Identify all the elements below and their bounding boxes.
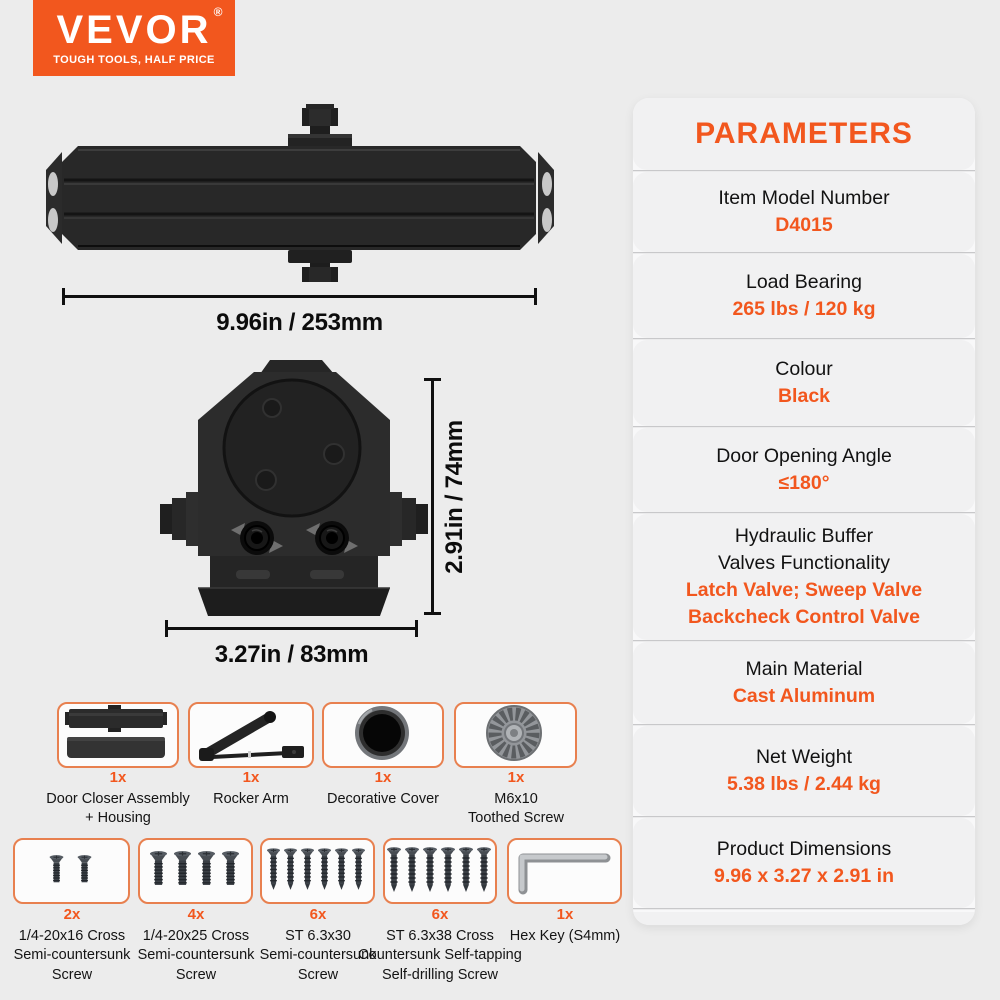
param-label: Product Dimensions: [716, 838, 892, 860]
parameter-card-dimensions: [633, 818, 975, 908]
part-name: Self-drilling Screw: [381, 966, 499, 983]
end-view-width-label: 3.27in / 83mm: [214, 641, 369, 668]
part-name: 1/4-20x16 Cross: [18, 927, 126, 944]
side-view-width-dimension: [62, 288, 537, 337]
param-label: Door Opening Angle: [716, 445, 892, 467]
part-label-toothed-screw: [428, 768, 604, 829]
parameters-panel: [633, 98, 975, 925]
param-value: 265 lbs / 120 kg: [732, 298, 876, 320]
part-qty: 2x: [63, 906, 81, 923]
dimension-line: [62, 295, 537, 298]
part-image-screw-25: [138, 838, 253, 904]
door-closer-side-view-image: [38, 100, 562, 284]
toothed-screw-icon: [456, 704, 573, 764]
brand-name-text: VEVOR: [56, 8, 212, 52]
part-name: Screw: [51, 966, 93, 983]
param-value: D4015: [775, 214, 833, 236]
part-qty: 1x: [556, 906, 574, 923]
param-value: ≤180°: [778, 472, 830, 494]
part-qty: 1x: [242, 769, 260, 786]
param-value: 5.38 lbs / 2.44 kg: [727, 773, 881, 795]
part-name: Semi-countersunk: [259, 947, 377, 963]
part-qty: 4x: [187, 906, 205, 923]
part-name: Rocker Arm: [213, 790, 289, 807]
door-closer-end-view-image: [158, 358, 430, 620]
part-qty: 1x: [374, 769, 392, 786]
part-name: + Housing: [85, 810, 151, 826]
parameters-header: [633, 98, 975, 170]
param-value: Backcheck Control Valve: [688, 606, 920, 628]
part-name: Screw: [297, 966, 339, 983]
part-name: Countersunk Self-tapping: [358, 947, 522, 963]
part-name: Screw: [175, 966, 217, 983]
end-view-width-dimension: [165, 620, 418, 669]
rocker-arm-icon: [190, 704, 310, 764]
divider: [633, 908, 975, 910]
brand-name: [56, 5, 226, 52]
registered-mark: ®: [213, 5, 226, 19]
door-closer-assembly-icon: [59, 704, 175, 764]
param-label: Item Model Number: [718, 187, 890, 209]
machine-screw-icon: [140, 840, 249, 899]
parameter-card-opening-angle: [633, 428, 975, 512]
part-name: Hex Key (S4mm): [509, 927, 621, 944]
param-label: Colour: [775, 358, 833, 380]
dimension-line: [165, 627, 418, 630]
part-image-screw-st38: [383, 838, 497, 904]
part-image-rocker-arm: [188, 702, 314, 768]
param-value: Cast Aluminum: [732, 685, 876, 707]
part-qty: 6x: [309, 906, 327, 923]
part-image-toothed-screw: [454, 702, 577, 768]
param-label: Main Material: [745, 658, 863, 680]
part-name: Semi-countersunk: [13, 947, 131, 963]
param-value: Latch Valve; Sweep Valve: [685, 579, 923, 601]
part-name: Door Closer Assembly: [46, 790, 190, 807]
part-image-door-closer-assembly: [57, 702, 179, 768]
part-name: Decorative Cover: [326, 790, 439, 807]
end-view-height-dimension: [431, 378, 468, 615]
param-label: Net Weight: [755, 746, 853, 768]
param-label: Load Bearing: [745, 271, 862, 293]
part-image-screw-16: [13, 838, 130, 904]
vevor-logo: [33, 0, 235, 76]
brand-tagline: TOUGH TOOLS, HALF PRICE: [53, 54, 215, 66]
part-image-hex-key: [507, 838, 622, 904]
part-name: ST 6.3x30: [285, 927, 351, 944]
param-label: Valves Functionality: [718, 552, 890, 574]
parameter-card-material: [633, 642, 975, 724]
param-value: 9.96 x 3.27 x 2.91 in: [714, 865, 894, 887]
part-qty: 6x: [431, 906, 449, 923]
part-name: M6x10: [494, 790, 538, 807]
part-name: Semi-countersunk: [137, 947, 255, 963]
decorative-cover-icon: [324, 704, 440, 764]
parameter-card-model: [633, 172, 975, 252]
panel-footer: [633, 912, 975, 925]
param-value: Black: [777, 385, 831, 407]
parameters-title: PARAMETERS: [695, 117, 913, 150]
parameter-card-hydraulic-valves: [633, 514, 975, 640]
tapping-screw-icon: [385, 840, 493, 899]
parameter-card-load-bearing: [633, 254, 975, 338]
machine-screw-icon: [15, 840, 126, 899]
part-name: ST 6.3x38 Cross: [386, 927, 494, 944]
part-image-decorative-cover: [322, 702, 444, 768]
part-qty: 1x: [109, 769, 127, 786]
end-view-height-label: 2.91in / 74mm: [441, 419, 468, 574]
param-label: Hydraulic Buffer: [734, 525, 874, 547]
part-name: 1/4-20x25 Cross: [142, 927, 250, 944]
hex-key-icon: [509, 840, 618, 899]
part-label-hex-key: [477, 905, 653, 946]
part-name: Toothed Screw: [468, 810, 564, 826]
part-image-screw-st30: [260, 838, 375, 904]
parameter-card-colour: [633, 340, 975, 426]
part-qty: 1x: [507, 769, 525, 786]
side-view-width-label: 9.96in / 253mm: [216, 309, 383, 336]
parameter-card-net-weight: [633, 726, 975, 816]
tapping-screw-icon: [262, 840, 371, 899]
